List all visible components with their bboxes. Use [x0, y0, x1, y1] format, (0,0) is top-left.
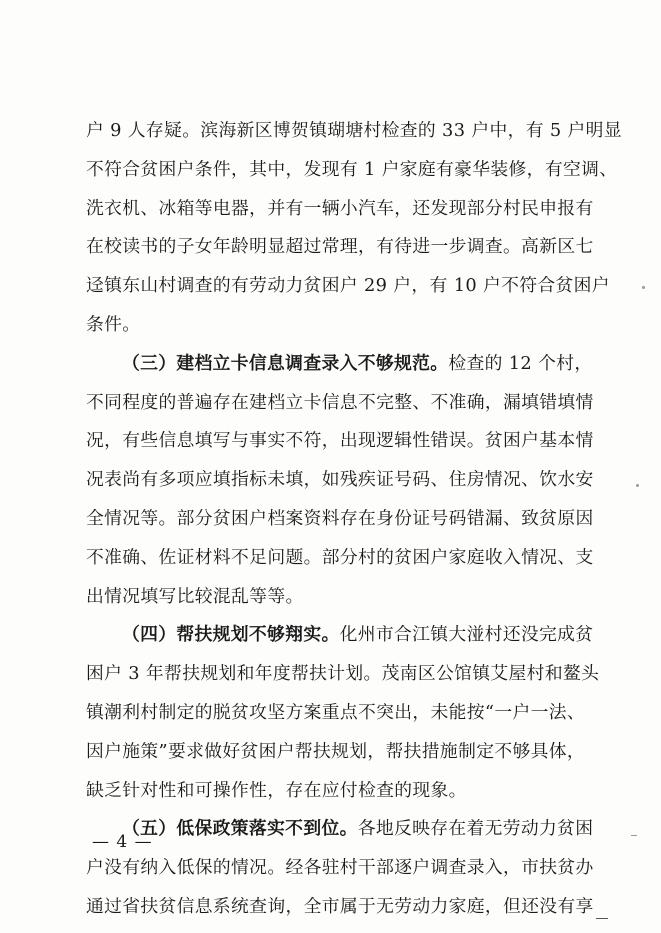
text-line: 户没有纳入低保的情况。经各驻村干部逐户调查录入，市扶贫办	[86, 857, 594, 879]
paragraph-section-5	[86, 810, 594, 926]
text-line: 出情况填写比较混乱等等。	[86, 585, 304, 607]
document-body	[86, 112, 622, 927]
paragraph-first-line	[86, 616, 594, 655]
text-run: 化州市合江镇大湴村还没完成贫	[339, 624, 594, 646]
text-line: 不符合贫困户条件，其中，发现有 1 户家庭有豪华装修，有空调、	[86, 158, 618, 180]
paragraph-first-line	[86, 345, 593, 384]
scan-edge-mark	[596, 918, 608, 919]
text-line: 全情况等。部分贫困户档案资料存在身份证号码错漏、致贫原因	[86, 507, 594, 529]
page-number: — 4 —	[92, 832, 153, 852]
text-line: 条件。	[86, 313, 141, 335]
paragraph-section-3	[86, 345, 594, 617]
paragraph-section-4	[86, 616, 600, 810]
scan-speck	[631, 835, 637, 836]
section-heading: （五）低保政策落实不到位。	[122, 818, 358, 840]
text-line: 况，有些信息填写与事实不符，出现逻辑性错误。贫困户基本情	[86, 430, 594, 452]
text-line: 缺乏针对性和可操作性，存在应付检查的现象。	[86, 779, 467, 801]
text-line: 困户 3 年帮扶规划和年度帮扶计划。茂南区公馆镇艾屋村和鳌头	[86, 663, 600, 685]
text-line: 洗衣机、冰箱等电器，并有一辆小汽车，还发现部分村民申报有	[86, 197, 594, 219]
text-line: 户 9 人存疑。滨海新区博贺镇瑚塘村检查的 33 户中，有 5 户明显	[86, 120, 622, 141]
text-line: 因户施策”要求做好贫困户帮扶规划，帮扶措施制定不够具体，	[86, 740, 585, 762]
section-heading: （四）帮扶规划不够翔实。	[122, 624, 340, 646]
text-line: 镇潮利村制定的脱贫攻坚方案重点不突出，未能按“一户一法、	[86, 701, 585, 723]
text-line: 不同程度的普遍存在建档立卡信息不完整、不准确，漏填错填情	[86, 391, 594, 413]
scan-speck	[642, 286, 645, 289]
section-heading: （三）建档立卡信息调查录入不够规范。	[122, 352, 449, 374]
text-line: 在校读书的子女年龄明显超过常理，有待进一步调查。高新区七	[86, 236, 594, 258]
text-run: 检查的 12 个村，	[448, 352, 593, 374]
scan-speck	[636, 484, 639, 487]
text-line: 通过省扶贫信息系统查询，全市属于无劳动力家庭，但还没有享	[86, 895, 594, 917]
paragraph-continuation	[86, 112, 622, 345]
text-line: 迳镇东山村调查的有劳动力贫困户 29 户，有 10 户不符合贫困户	[86, 275, 610, 297]
paragraph-first-line	[86, 810, 594, 849]
text-line: 不准确、佐证材料不足问题。部分村的贫困户家庭收入情况、支	[86, 546, 594, 568]
text-run: 各地反映存在着无劳动力贫困	[357, 818, 594, 840]
text-line: 况表尚有多项应填指标未填，如残疾证号码、住房情况、饮水安	[86, 469, 594, 491]
